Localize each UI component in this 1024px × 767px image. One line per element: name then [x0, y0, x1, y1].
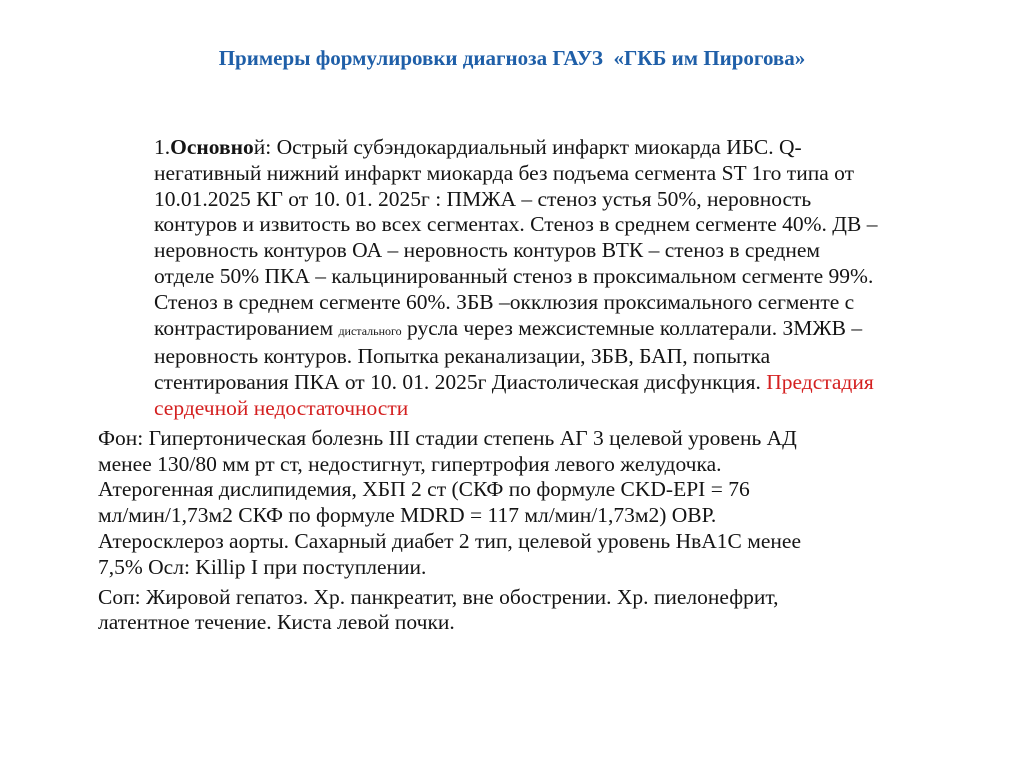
- text-line: Соп: Жировой гепатоз. Хр. панкреатит, вне обострении. Хр. пиелонефрит,: [98, 584, 779, 609]
- text-line: [98, 316, 978, 345]
- text-line: Фон: Гипертоническая болезнь III стадии степень АГ 3 целевой уровень АД: [98, 425, 797, 450]
- text-line: отделе 50% ПКА – кальцинированный стеноз в проксимальном сегменте 99%.: [154, 263, 874, 288]
- text-line: [98, 370, 978, 396]
- main-label-bold: Основно: [170, 135, 254, 159]
- text-segment: контрастированием: [154, 315, 339, 340]
- small-word: дистального: [338, 323, 402, 338]
- main-diagnosis-paragraph: [98, 135, 978, 422]
- item-number: 1.: [154, 135, 171, 159]
- text-line: неровность контуров ОА – неровность контуров ВТК – стеноз в среднем: [154, 238, 821, 263]
- concomitant-paragraph: [98, 585, 978, 637]
- text-segment: русла через межсистемные коллатерали. ЗМЖВ –: [401, 315, 863, 340]
- text-line: Стеноз в среднем сегменте 60%. ЗБВ –окклюзия проксимального сегменте с: [154, 289, 855, 314]
- text-line: неровность контуров. Попытка реканализации, ЗБВ, БАП, попытка: [154, 344, 771, 369]
- main-label-rest: й:: [253, 135, 272, 159]
- text-line: Атерогенная дислипидемия, ХБП 2 ст (СКФ по формуле CKD-EPI = 76: [98, 477, 750, 502]
- text-line: [98, 135, 978, 161]
- text-line: латентное течение. Киста левой почки.: [98, 610, 455, 635]
- text-line: негативный нижний инфаркт миокарда без подъема сегмента ST 1го типа от: [154, 160, 854, 185]
- diagnosis-text: [98, 135, 978, 640]
- text-line: Атеросклероз аорты. Сахарный диабет 2 тип, целевой уровень НвА1С менее: [98, 528, 801, 553]
- text-line: мл/мин/1,73м2 СКФ по формуле MDRD = 117 мл/мин/1,73м2) ОВР.: [98, 503, 717, 528]
- highlighted-text: Предстадия: [766, 370, 874, 395]
- text-line: 10.01.2025 КГ от 10. 01. 2025г : ПМЖА – стеноз устья 50%, неровность: [154, 186, 812, 211]
- text-line: менее 130/80 мм рт ст, недостигнут, гипертрофия левого желудочка.: [98, 451, 722, 476]
- highlighted-text: сердечной недостаточности: [154, 395, 409, 420]
- text-line: контуров и извитость во всех сегментах. Стеноз в среднем сегменте 40%. ДВ –: [154, 212, 878, 237]
- slide-title: Примеры формулировки диагноза ГАУЗ «ГКБ им Пирогова»: [218, 46, 806, 70]
- background-paragraph: [98, 426, 978, 581]
- text-segment: стентирования ПКА от 10. 01. 2025г Диастолическая дисфункция.: [154, 370, 767, 395]
- text-segment: Острый субэндокардиальный инфаркт миокарда ИБС. Q-: [271, 135, 802, 159]
- text-line: 7,5% Осл: Killip I при поступлении.: [98, 554, 427, 579]
